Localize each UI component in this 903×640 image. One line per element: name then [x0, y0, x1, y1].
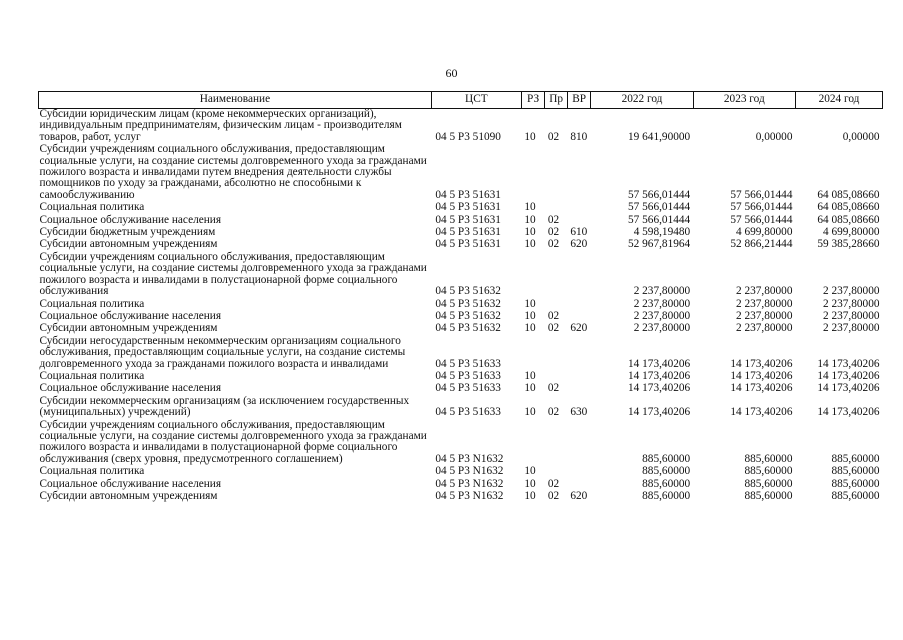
row-vr: 610: [570, 226, 588, 239]
row-cst: 04 5 Р3 51633: [435, 357, 501, 370]
row-rz: 10: [524, 465, 536, 478]
row-pr: [545, 336, 568, 371]
row-amount-2024: 59 385,28660: [817, 238, 880, 251]
row-amount-2022: 14 173,40206: [628, 357, 691, 370]
row-rz: 10: [524, 477, 536, 490]
row-name: Субсидии автономным учреждениям: [39, 490, 218, 502]
row-name: Социальная политика: [39, 201, 145, 214]
row-vr: [567, 466, 591, 478]
row-rz: 10: [524, 226, 536, 239]
row-name: Субсидии бюджетным учреждениям: [39, 226, 216, 239]
table-row: [39, 383, 883, 395]
row-amount-2022: 2 237,80000: [633, 297, 691, 310]
row-vr: [567, 144, 591, 202]
row-amount-2022: 4 598,19480: [633, 226, 691, 239]
row-rz: [521, 336, 545, 371]
row-cst: 04 5 Р3 51633: [435, 369, 501, 382]
row-amount-2024: 14 173,40206: [817, 382, 880, 395]
row-vr: [567, 336, 591, 371]
row-cst: 04 5 Р3 51631: [435, 226, 501, 239]
row-cst: 04 5 Р3 N1632: [435, 452, 504, 465]
row-name: Социальная политика: [39, 369, 145, 382]
row-rz: 10: [524, 297, 536, 310]
row-pr: [545, 144, 568, 202]
row-name: Социальное обслуживание населения: [39, 309, 222, 322]
row-name: Социальная политика: [39, 297, 145, 310]
column-header-vr: ВР: [567, 92, 591, 109]
row-amount-2023: 2 237,80000: [735, 285, 793, 298]
row-amount-2023: 14 173,40206: [730, 357, 793, 370]
row-amount-2022: 57 566,01444: [628, 201, 691, 214]
row-cst: 04 5 Р3 51631: [435, 213, 501, 226]
row-amount-2022: 57 566,01444: [628, 188, 691, 201]
row-cst: 04 5 Р3 51090: [435, 130, 501, 143]
budget-table: [38, 91, 883, 503]
table-row: [39, 202, 883, 214]
row-amount-2023: 14 173,40206: [730, 369, 793, 382]
row-amount-2022: 885,60000: [642, 452, 691, 465]
row-amount-2023: 14 173,40206: [730, 406, 793, 419]
row-rz: 10: [524, 213, 536, 226]
row-cst: 04 5 Р3 51633: [435, 382, 501, 395]
row-amount-2023: 57 566,01444: [730, 213, 793, 226]
row-amount-2024: 4 699,80000: [823, 226, 880, 239]
row-amount-2022: 885,60000: [642, 490, 691, 502]
row-amount-2022: 2 237,80000: [633, 322, 691, 335]
row-rz: 10: [524, 490, 536, 502]
row-amount-2024: 0,00000: [842, 130, 880, 143]
row-amount-2022: 19 641,90000: [628, 130, 691, 143]
row-amount-2023: 2 237,80000: [735, 309, 793, 322]
row-amount-2024: 2 237,80000: [823, 297, 880, 310]
row-rz: 10: [524, 201, 536, 214]
row-vr: [567, 383, 591, 395]
table-row: [39, 144, 883, 202]
row-vr: 630: [570, 406, 588, 419]
row-rz: 10: [524, 238, 536, 251]
row-amount-2024: 14 173,40206: [817, 406, 880, 419]
row-pr: 02: [547, 477, 560, 490]
row-amount-2022: 14 173,40206: [628, 406, 691, 419]
row-name: Социальное обслуживание населения: [39, 382, 222, 395]
row-pr: [545, 466, 568, 478]
row-name: Социальная политика: [39, 465, 145, 478]
row-cst: 04 5 Р3 51632: [435, 322, 501, 335]
row-name: Социальное обслуживание населения: [39, 213, 222, 226]
row-pr: 02: [547, 213, 560, 226]
row-rz: [521, 252, 545, 299]
row-amount-2023: 4 699,80000: [735, 226, 793, 239]
row-vr: [567, 202, 591, 214]
row-amount-2023: 2 237,80000: [735, 297, 793, 310]
table-row: [39, 323, 883, 335]
column-header-name: Наименование: [39, 92, 432, 109]
table-header-row: [39, 92, 883, 109]
row-pr: 02: [547, 382, 560, 395]
row-amount-2024: 2 237,80000: [823, 322, 880, 335]
row-name: Субсидии учреждениям социального обслуживания, предоставляющим социальные услуги, на создание системы долговременного ухода за гражданами пожилого возраста и инвалидами в полустационарной форме социального обслуживания (сверх уровня, предусмотренного соглашением): [39, 418, 427, 465]
row-vr: [567, 420, 591, 467]
row-amount-2024: 885,60000: [831, 490, 880, 502]
row-cst: 04 5 Р3 51631: [435, 188, 501, 201]
table-row: [39, 252, 883, 299]
row-cst: 04 5 Р3 51632: [435, 309, 501, 322]
row-cst: 04 5 Р3 51631: [435, 201, 501, 214]
row-rz: 10: [524, 406, 536, 419]
row-name: Субсидии автономным учреждениям: [39, 238, 218, 251]
table-row: [39, 336, 883, 371]
row-amount-2023: 885,60000: [744, 490, 793, 502]
row-amount-2024: 64 085,08660: [817, 188, 880, 201]
column-header-2023: 2023 год: [693, 92, 795, 109]
row-pr: [545, 420, 568, 467]
column-header-2024: 2024 год: [795, 92, 882, 109]
row-pr: 02: [547, 130, 560, 143]
row-rz: 10: [524, 382, 536, 395]
row-vr: 810: [570, 130, 588, 143]
row-amount-2024: 885,60000: [831, 452, 880, 465]
row-cst: 04 5 Р3 51631: [435, 238, 501, 251]
row-amount-2022: 52 967,81964: [628, 238, 691, 251]
row-amount-2023: 52 866,21444: [730, 238, 793, 251]
row-cst: 04 5 Р3 N1632: [435, 465, 504, 478]
row-amount-2022: 2 237,80000: [633, 309, 691, 322]
row-pr: 02: [547, 226, 560, 239]
column-header-pr: Пр: [545, 92, 568, 109]
row-vr: [567, 371, 591, 383]
row-amount-2023: 0,00000: [755, 130, 793, 143]
row-amount-2024: 2 237,80000: [823, 309, 880, 322]
table-row: [39, 491, 883, 503]
row-amount-2023: 57 566,01444: [730, 201, 793, 214]
row-amount-2023: 14 173,40206: [730, 382, 793, 395]
row-amount-2023: 2 237,80000: [735, 322, 793, 335]
row-pr: 02: [547, 490, 560, 502]
row-pr: 02: [547, 309, 560, 322]
row-name: Субсидии учреждениям социального обслуживания, предоставляющим социальные услуги, на создание системы долговременного ухода за гражданами пожилого возраста и инвалидами путем внедрения деятельности службы помощников по уходу за гражданами, абсолютно не способными к самообслуживанию: [39, 143, 427, 201]
row-cst: 04 5 Р3 51632: [435, 297, 501, 310]
row-name: Субсидии негосударственным некоммерческим организациям социального обслуживания, предоставляющим социальные услуги, на создание системы долговременного ухода за гражданами пожилого возраста и инвалидами: [39, 334, 406, 370]
row-amount-2023: 57 566,01444: [730, 188, 793, 201]
row-vr: [567, 252, 591, 299]
table-row: [39, 239, 883, 251]
row-amount-2022: 14 173,40206: [628, 382, 691, 395]
row-name: Социальное обслуживание населения: [39, 477, 222, 490]
row-amount-2022: 57 566,01444: [628, 213, 691, 226]
row-amount-2024: 64 085,08660: [817, 213, 880, 226]
row-pr: [545, 252, 568, 299]
column-header-rz: РЗ: [521, 92, 545, 109]
row-rz: [521, 420, 545, 467]
row-amount-2022: 885,60000: [642, 477, 691, 490]
table-row: [39, 466, 883, 478]
row-amount-2024: 14 173,40206: [817, 357, 880, 370]
row-pr: 02: [547, 238, 560, 251]
row-vr: 620: [570, 238, 588, 251]
row-pr: 02: [547, 406, 560, 419]
row-name: Субсидии учреждениям социального обслуживания, предоставляющим социальные услуги, на создание системы долговременного ухода за гражданами пожилого возраста и инвалидами в полустационарной форме социального обслуживания: [39, 250, 427, 298]
row-pr: [545, 202, 568, 214]
row-amount-2023: 885,60000: [744, 477, 793, 490]
row-cst: 04 5 Р3 51633: [435, 406, 501, 419]
row-amount-2024: 14 173,40206: [817, 369, 880, 382]
row-amount-2024: 2 237,80000: [823, 285, 880, 298]
row-amount-2022: 14 173,40206: [628, 369, 691, 382]
row-rz: 10: [524, 130, 536, 143]
row-rz: 10: [524, 369, 536, 382]
table-row: [39, 396, 883, 420]
row-name: Субсидии юридическим лицам (кроме некоммерческих организаций), индивидуальным предпринимателям, физическим лицам - производителям товаров, работ, услуг: [39, 108, 402, 143]
row-amount-2024: 64 085,08660: [817, 201, 880, 214]
row-rz: 10: [524, 322, 536, 335]
table-body: [39, 109, 883, 504]
table-row: [39, 109, 883, 145]
column-header-2022: 2022 год: [591, 92, 693, 109]
table-row: [39, 420, 883, 467]
row-amount-2024: 885,60000: [831, 465, 880, 478]
row-amount-2023: 885,60000: [744, 452, 793, 465]
row-rz: 10: [524, 309, 536, 322]
column-header-cst: ЦСТ: [431, 92, 521, 109]
row-name: Субсидии автономным учреждениям: [39, 322, 218, 335]
row-vr: [567, 299, 591, 311]
row-amount-2023: 885,60000: [744, 465, 793, 478]
row-cst: 04 5 Р3 N1632: [435, 477, 504, 490]
row-pr: 02: [547, 322, 560, 335]
row-rz: [521, 144, 545, 202]
row-amount-2022: 885,60000: [642, 465, 691, 478]
row-amount-2022: 2 237,80000: [633, 285, 691, 298]
row-amount-2024: 885,60000: [831, 477, 880, 490]
row-vr: 620: [570, 490, 588, 502]
page-number: 60: [445, 66, 458, 80]
row-cst: 04 5 Р3 51632: [435, 285, 501, 298]
row-vr: 620: [570, 322, 588, 335]
row-name: Субсидии некоммерческим организациям (за исключением государственных (муниципальных) учреждений): [39, 394, 410, 419]
row-cst: 04 5 Р3 N1632: [435, 490, 504, 502]
